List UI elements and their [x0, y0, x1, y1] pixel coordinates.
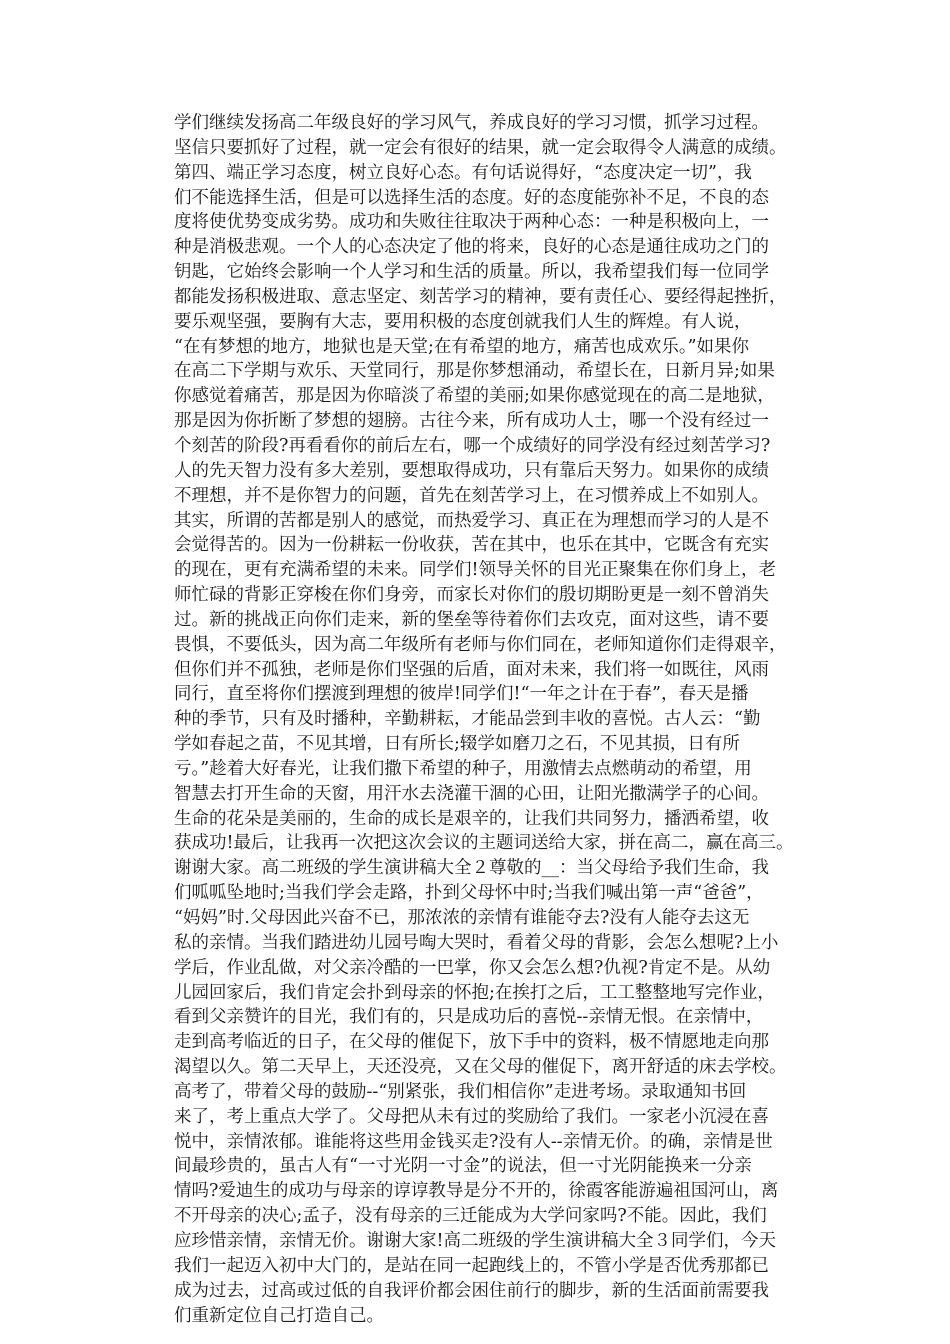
text-line: 儿园回家后，我们肯定会扑到母亲的怀抱;在挨打之后，工工整整地写完作业，	[174, 982, 775, 1003]
text-line: 私的亲情。当我们踏进幼儿园号啕大哭时，看着父母的背影，会怎么想呢?上小	[174, 932, 779, 953]
text-line: 要乐观坚强，要胸有大志，要用积极的态度创就我们人生的辉煌。有人说，	[174, 311, 752, 332]
text-line: 谢谢大家。高二班级的学生演讲稿大全２尊敬的__：当父母给予我们生命，我	[174, 858, 769, 879]
text-line: 来了，考上重点大学了。父母把从未有过的奖励给了我们。一家老小沉浸在喜	[174, 1106, 769, 1127]
text-line: 都能发扬积极进取、意志坚定、刻苦学习的精神，要有责任心、要经得起挫折，	[174, 286, 787, 307]
text-line: 坚信只要抓好了过程，就一定会有很好的结果，就一定会取得令人满意的成绩。	[174, 137, 787, 158]
text-line: 高考了，带着父母的鼓励--“别紧张，我们相信你”走进考场。录取通知书回	[174, 1081, 747, 1102]
text-line: 其实，所谓的苦都是别人的感觉，而热爱学习、真正在为理想而学习的人是不	[174, 510, 769, 531]
text-line: 智慧去打开生命的天窗，用汗水去浇灌干涸的心田，让阳光撒满学子的心间。	[174, 783, 769, 804]
body-text	[174, 111, 794, 1328]
text-line: 人的先天智力没有多大差别，要想取得成功，只有靠后天努力。如果你的成绩	[174, 460, 769, 481]
text-line: 获成功!最后，让我再一次把这次会议的主题词送给大家，拼在高二，赢在高三。	[174, 833, 794, 854]
text-line: 学们继续发扬高二年级良好的学习风气，养成良好的学习习惯，抓学习过程。	[174, 113, 769, 133]
text-line: 同行，直至将你们摆渡到理想的彼岸!同学们!“一年之计在于春”，春天是播	[174, 684, 749, 705]
text-line: 你感觉着痛苦，那是因为你暗淡了希望的美丽;如果你感觉现在的高二是地狱，	[174, 386, 775, 407]
text-line: 们不能选择生活，但是可以选择生活的态度。好的态度能弥补不足，不良的态	[174, 187, 769, 208]
text-line: “妈妈”时.父母因此兴奋不已，那浓浓的亲情有谁能夺去?没有人能夺去这无	[174, 908, 750, 928]
text-line: 过。新的挑战正向你们走来，新的堡垒等待着你们去攻克，面对这些，请不要	[174, 609, 769, 630]
text-line: 会觉得苦的。因为一份耕耘一份收获，苦在其中，也乐在其中，它既含有充实	[174, 535, 769, 556]
text-line: 学如春起之苗，不见其增，日有所长;辍学如磨刀之石，不见其损，日有所	[174, 734, 740, 755]
text-line: 们呱呱坠地时;当我们学会走路，扑到父母怀中时;当我们喊出第一声“爸爸”，	[174, 883, 764, 904]
text-line: 个刻苦的阶段?再看看你的前后左右，哪一个成绩好的同学没有经过刻苦学习?	[174, 435, 771, 456]
text-line: 那是因为你折断了梦想的翅膀。古往今来，所有成功人士，哪一个没有经过一	[174, 411, 769, 432]
text-line: 看到父亲赞许的目光，我们有的，只是成功后的喜悦--亲情无恨。在亲情中，	[174, 1007, 764, 1028]
text-line: 悦中，亲情浓郁。谁能将这些用金钱买走?没有人--亲情无价。的确，亲情是世	[174, 1131, 773, 1152]
text-line: 情吗?爱迪生的成功与母亲的谆谆教导是分不开的，徐霞客能游遍祖国河山，离	[174, 1181, 779, 1202]
text-line: 学后，作业乱做，对父亲冷酷的一巴掌，你又会怎么想?仇视?肯定不是。从幼	[174, 957, 771, 978]
text-line: 畏惧，不要低头，因为高二年级所有老师与你们同在，老师知道你们走得艰辛，	[174, 634, 787, 655]
text-line: 们重新定位自己打造自己。	[174, 1305, 384, 1326]
text-line: 种是消极悲观。一个人的心态决定了他的将来，良好的心态是通往成功之门的	[174, 237, 769, 258]
text-line: 度将使优势变成劣势。成功和失败往往取决于两种心态：一种是积极向上，一	[174, 212, 769, 233]
text-line: 应珍惜亲情，亲情无价。谢谢大家!高二班级的学生演讲稿大全３同学们，今天	[174, 1230, 777, 1251]
text-line: 生命的花朵是美丽的，生命的成长是艰辛的，让我们共同努力，播洒希望，收	[174, 808, 769, 829]
text-line: 种的季节，只有及时播种，辛勤耕耘，才能品尝到丰收的喜悦。古人云：“勤	[174, 709, 761, 730]
text-line: 师忙碌的背影正穿梭在你们身旁，而家长对你们的殷切期盼更是一刻不曾消失	[174, 585, 769, 606]
text-line: 钥匙，它始终会影响一个人学习和生活的质量。所以，我希望我们每一位同学	[174, 262, 769, 283]
text-line: 不理想，并不是你智力的问题，首先在刻苦学习上，在习惯养成上不如别人。	[174, 485, 769, 506]
text-line: 在高二下学期与欢乐、天堂同行，那是你梦想涌动，希望长在，日新月异;如果	[174, 361, 775, 382]
text-line: 我们一起迈入初中大门的，是站在同一起跑线上的，不管小学是否优秀那都已	[174, 1255, 769, 1276]
text-line: 走到高考临近的日子，在父母的催促下，放下手中的资料，极不情愿地走向那	[174, 1032, 769, 1053]
text-line: 渴望以久。第二天早上，天还没亮，又在父母的催促下，离开舒适的床去学校。	[174, 1057, 787, 1078]
text-line: 的现在，更有充满希望的未来。同学们!领导关怀的目光正聚集在你们身上，老	[174, 560, 777, 581]
text-line: 亏。”趁着大好春光，让我们撒下希望的种子，用激情去点燃萌动的希望，用	[174, 758, 752, 779]
text-line: 不开母亲的决心;孟子，没有母亲的三迁能成为大学问家吗?不能。因此，我们	[174, 1206, 767, 1227]
text-line: 第四、端正学习态度，树立良好心态。有句话说得好，“态度决定一切”，我	[174, 162, 752, 183]
text-line: “在有梦想的地方，地狱也是天堂;在有希望的地方，痛苦也成欢乐。”如果你	[174, 336, 750, 357]
text-line: 间最珍贵的，虽古人有“一寸光阴一寸金”的说法，但一寸光阴能换来一分亲	[174, 1156, 752, 1177]
text-line: 成为过去，过高或过低的自我评价都会困住前行的脚步，新的生活面前需要我	[174, 1280, 769, 1301]
text-line: 但你们并不孤独，老师是你们坚强的后盾，面对未来，我们将一如既往，风雨	[174, 659, 769, 680]
